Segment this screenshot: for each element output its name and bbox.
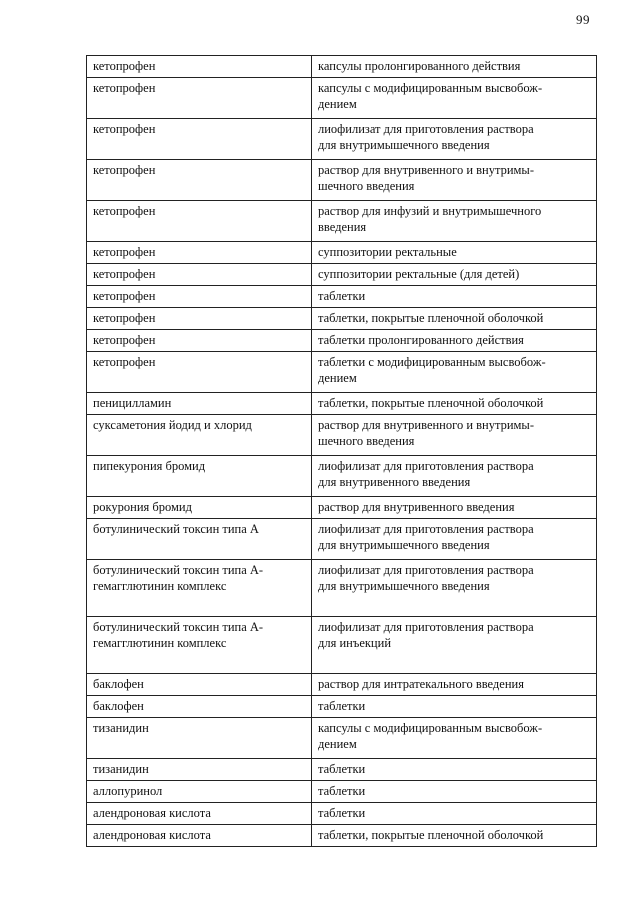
cell-dosage-form: раствор для инфузий и внутримышечного введения — [312, 201, 597, 242]
cell-dosage-form: таблетки — [312, 696, 597, 718]
table-row — [87, 308, 597, 330]
cell-substance: тизанидин — [87, 759, 312, 781]
cell-dosage-form: капсулы с модифицированным высвобож- дением — [312, 718, 597, 759]
cell-substance: алендроновая кислота — [87, 803, 312, 825]
cell-dosage-form: таблетки, покрытые пленочной оболочкой — [312, 393, 597, 415]
table-row — [87, 825, 597, 847]
drug-table — [86, 55, 597, 847]
table-row — [87, 160, 597, 201]
cell-substance: кетопрофен — [87, 160, 312, 201]
cell-substance: кетопрофен — [87, 201, 312, 242]
cell-substance: тизанидин — [87, 718, 312, 759]
table-row — [87, 415, 597, 456]
table-row — [87, 759, 597, 781]
cell-substance: кетопрофен — [87, 56, 312, 78]
cell-dosage-form: таблетки — [312, 803, 597, 825]
table-row — [87, 497, 597, 519]
cell-substance: ботулинический токсин типа А- гемагглютинин комплекс — [87, 617, 312, 674]
table-row — [87, 718, 597, 759]
cell-dosage-form: суппозитории ректальные — [312, 242, 597, 264]
cell-dosage-form: таблетки — [312, 759, 597, 781]
cell-dosage-form: раствор для внутривенного и внутримы- шечного введения — [312, 415, 597, 456]
cell-substance: кетопрофен — [87, 330, 312, 352]
table-row — [87, 56, 597, 78]
table-row — [87, 456, 597, 497]
table-row — [87, 330, 597, 352]
table-row — [87, 201, 597, 242]
cell-dosage-form: таблетки, покрытые пленочной оболочкой — [312, 825, 597, 847]
table-row — [87, 560, 597, 617]
cell-dosage-form: суппозитории ректальные (для детей) — [312, 264, 597, 286]
cell-dosage-form: раствор для внутривенного и внутримы- шечного введения — [312, 160, 597, 201]
table-row — [87, 119, 597, 160]
cell-substance: алендроновая кислота — [87, 825, 312, 847]
cell-substance: пеницилламин — [87, 393, 312, 415]
cell-dosage-form: капсулы пролонгированного действия — [312, 56, 597, 78]
cell-dosage-form: таблетки, покрытые пленочной оболочкой — [312, 308, 597, 330]
table-row — [87, 781, 597, 803]
table-row — [87, 519, 597, 560]
table-row — [87, 286, 597, 308]
cell-dosage-form: таблетки с модифицированным высвобож- дением — [312, 352, 597, 393]
cell-dosage-form: таблетки пролонгированного действия — [312, 330, 597, 352]
cell-dosage-form: лиофилизат для приготовления раствора для внутримышечного введения — [312, 119, 597, 160]
table-row — [87, 393, 597, 415]
cell-substance: кетопрофен — [87, 352, 312, 393]
cell-substance: кетопрофен — [87, 264, 312, 286]
cell-substance: баклофен — [87, 696, 312, 718]
cell-substance: суксаметония йодид и хлорид — [87, 415, 312, 456]
cell-substance: кетопрофен — [87, 308, 312, 330]
table-row — [87, 242, 597, 264]
cell-substance: кетопрофен — [87, 78, 312, 119]
cell-dosage-form: лиофилизат для приготовления раствора для внутримышечного введения — [312, 560, 597, 617]
table-row — [87, 803, 597, 825]
cell-dosage-form: таблетки — [312, 781, 597, 803]
cell-substance: рокурония бромид — [87, 497, 312, 519]
table-row — [87, 78, 597, 119]
cell-dosage-form: капсулы с модифицированным высвобож- дением — [312, 78, 597, 119]
cell-dosage-form: лиофилизат для приготовления раствора для внутримышечного введения — [312, 519, 597, 560]
table-row — [87, 617, 597, 674]
page-number: 99 — [576, 12, 590, 27]
table-row — [87, 352, 597, 393]
cell-dosage-form: лиофилизат для приготовления раствора для инъекций — [312, 617, 597, 674]
cell-substance: кетопрофен — [87, 119, 312, 160]
table-body — [87, 56, 597, 847]
cell-substance: кетопрофен — [87, 286, 312, 308]
cell-dosage-form: раствор для внутривенного введения — [312, 497, 597, 519]
cell-dosage-form: таблетки — [312, 286, 597, 308]
cell-substance: баклофен — [87, 674, 312, 696]
cell-substance: аллопуринол — [87, 781, 312, 803]
table-row — [87, 264, 597, 286]
cell-substance: кетопрофен — [87, 242, 312, 264]
cell-substance: пипекурония бромид — [87, 456, 312, 497]
table-row — [87, 674, 597, 696]
table-row — [87, 696, 597, 718]
cell-substance: ботулинический токсин типа А — [87, 519, 312, 560]
cell-dosage-form: лиофилизат для приготовления раствора для внутривенного введения — [312, 456, 597, 497]
cell-dosage-form: раствор для интратекального введения — [312, 674, 597, 696]
cell-substance: ботулинический токсин типа А- гемагглютинин комплекс — [87, 560, 312, 617]
